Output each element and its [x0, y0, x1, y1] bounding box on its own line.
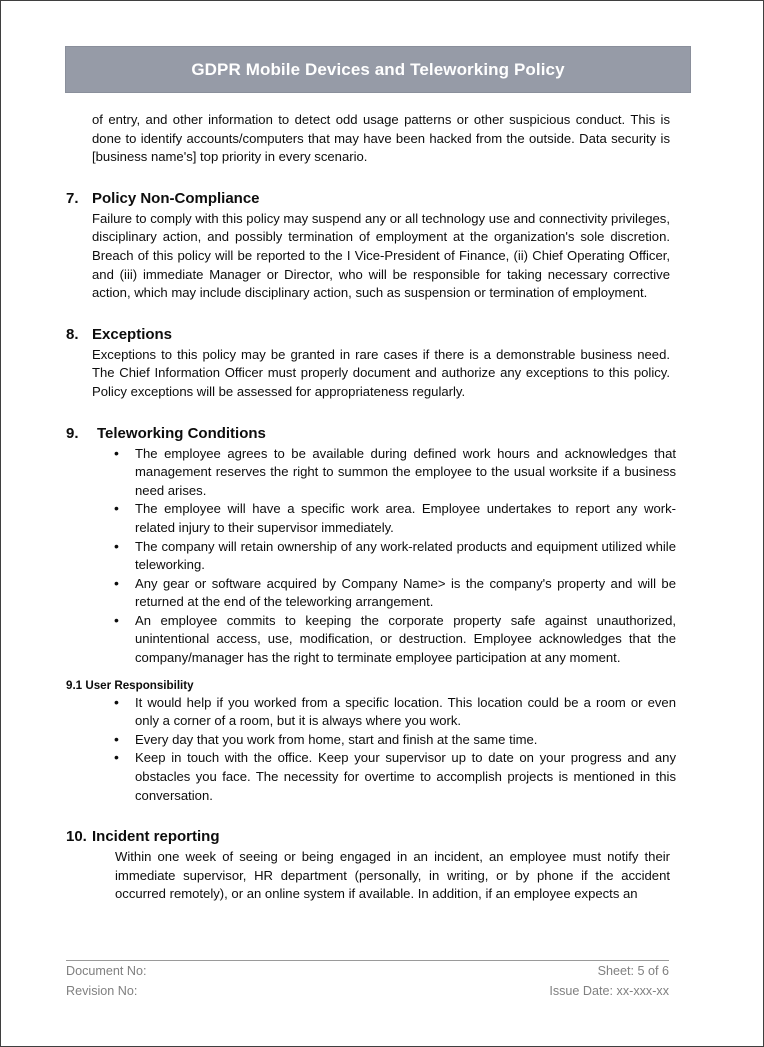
- section-title: Exceptions: [92, 325, 173, 343]
- list-item: [114, 731, 676, 750]
- list-item-text: The employee will have a specific work area. Employee undertakes to report any work-related injury to their supervisor immediately.: [135, 501, 676, 535]
- page-footer: [66, 960, 669, 1001]
- document-title-banner: [65, 46, 691, 93]
- bullet-icon: •: [114, 611, 119, 628]
- subsection-title-user-responsibility: 9.1 User Responsibility: [66, 678, 194, 692]
- section-paragraph: Failure to comply with this policy may suspend any or all technology use and connectivity privileges, disciplinary action, and possibly termination of employment at the organization's sole discretion. Breach of this policy will be reported to the I Vice-President of Finance, (ii) Chief Operating Officer, and (iii) immediate Manager or Director, who will be responsible for taking necessary corrective action, which may include disciplinary action, such as suspension or termination of employment.: [92, 210, 670, 301]
- list-item: [114, 612, 676, 668]
- list-item: [114, 538, 676, 575]
- section-number: 9.: [66, 424, 79, 442]
- section-heading: [66, 828, 671, 845]
- list-item-text: Any gear or software acquired by Company Name> is the company's property and will be returned at the end of the teleworking arrangement.: [135, 575, 676, 610]
- list-item: [114, 749, 676, 805]
- list-item-text: Keep in touch with the office. Keep your supervisor up to date on your progress and any obstacles you face. The necessity for overtime to accomplish projects is mentioned in this conversation.: [135, 750, 676, 803]
- list-item-text: The company will retain ownership of any work-related products and equipment utilized while teleworking.: [135, 538, 676, 573]
- section-paragraph: Exceptions to this policy may be granted in rare cases if there is a demonstrable business need. The Chief Information Officer must properly document and authorize any exceptions to this policy. Policy exceptions will be assessed for appropriateness regularly.: [92, 346, 670, 399]
- intro-paragraph: of entry, and other information to detect odd usage patterns or other suspicious conduct. This is done to identify accounts/computers that may have been hacked from the outside. Data security is [business name's] top priority in every scenario.: [92, 112, 670, 165]
- list-item: [114, 575, 676, 612]
- section-policy-non-compliance: [66, 190, 671, 303]
- bullet-icon: •: [114, 730, 119, 747]
- bullet-icon: •: [114, 500, 119, 517]
- section-number: 10.: [66, 828, 87, 846]
- sheet-number: Sheet: 5 of 6: [597, 964, 669, 978]
- revision-no-label: Revision No:: [66, 984, 138, 998]
- section-exceptions: [66, 326, 671, 402]
- list-item-text: An employee commits to keeping the corporate property safe against unauthorized, unintentional access, use, modification, or destruction. Employee acknowledges that the company/manager has the right to terminate employee participation at any moment.: [135, 612, 676, 666]
- bullet-icon: •: [114, 537, 119, 554]
- user-responsibility-list: [66, 693, 676, 806]
- bullet-icon: •: [114, 574, 119, 591]
- footer-row-bottom: [66, 981, 669, 1001]
- footer-row-top: [66, 961, 669, 981]
- list-item-text: The employee agrees to be available during defined work hours and acknowledges that management reserves the right to summon the employee to the usual worksite if a business need arises.: [135, 445, 676, 498]
- list-item-text: It would help if you worked from a specific location. This location could be a room or even only a corner of a room, but it is always where you work.: [135, 694, 676, 729]
- section-number: 8.: [66, 325, 79, 343]
- section-heading: [66, 326, 671, 343]
- bullet-icon: •: [114, 693, 119, 710]
- list-item-text: Every day that you work from home, start and finish at the same time.: [135, 731, 538, 747]
- list-item: [114, 694, 676, 731]
- section-incident-reporting: [66, 828, 671, 904]
- section-heading: [66, 190, 671, 207]
- issue-date: Issue Date: xx-xxx-xx: [549, 984, 669, 998]
- section-title: Teleworking Conditions: [97, 424, 266, 442]
- list-item: [114, 500, 676, 537]
- bullet-icon: •: [114, 749, 119, 766]
- section-number: 7.: [66, 189, 79, 207]
- teleworking-conditions-list: [66, 444, 676, 668]
- document-no-label: Document No:: [66, 964, 147, 978]
- document-body: [66, 111, 676, 904]
- bullet-icon: •: [114, 444, 119, 461]
- page-title: GDPR Mobile Devices and Teleworking Policy: [191, 59, 565, 79]
- section-teleworking-conditions: [66, 424, 676, 806]
- section-paragraph: Within one week of seeing or being engaged in an incident, an employee must notify their immediate supervisor, HR department (personally, in writing, or by phone if the accident occurred remotely), or an online system if available. In addition, if an employee expects an: [115, 849, 670, 902]
- section-heading: [66, 425, 671, 442]
- section-title: Policy Non-Compliance: [92, 189, 260, 207]
- list-item: [114, 445, 676, 501]
- section-title: Incident reporting: [92, 828, 220, 846]
